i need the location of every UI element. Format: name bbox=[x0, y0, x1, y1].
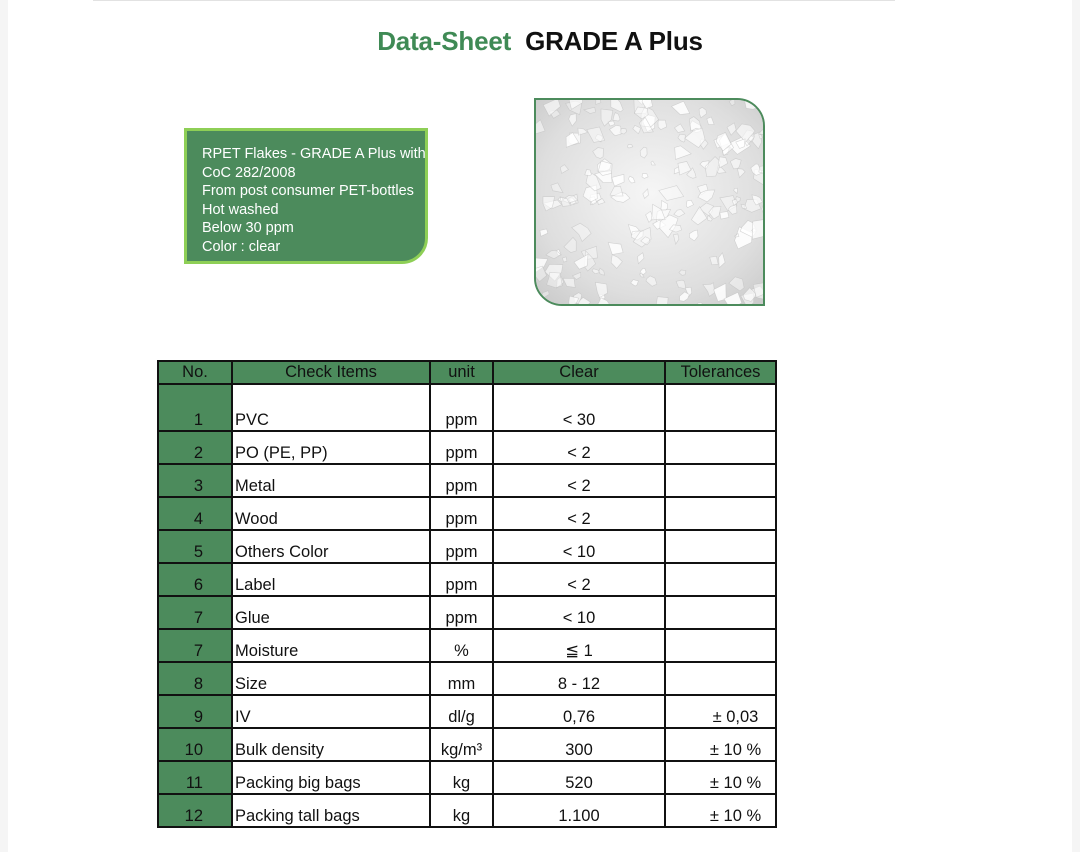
cell-check-item: Others Color bbox=[232, 530, 430, 563]
cell-check-item: PVC bbox=[232, 384, 430, 431]
cell-clear: < 30 bbox=[493, 384, 665, 431]
cell-check-item: Wood bbox=[232, 497, 430, 530]
cell-clear: < 10 bbox=[493, 530, 665, 563]
cell-clear: 300 bbox=[493, 728, 665, 761]
cell-unit: ppm bbox=[430, 563, 493, 596]
cell-clear: 0,76 bbox=[493, 695, 665, 728]
cell-check-item: IV bbox=[232, 695, 430, 728]
cell-tolerance bbox=[665, 464, 776, 497]
cell-clear: 520 bbox=[493, 761, 665, 794]
cell-no: 5 bbox=[158, 530, 232, 563]
cell-check-item: Glue bbox=[232, 596, 430, 629]
header-no: No. bbox=[158, 361, 232, 384]
header-tolerances: Tolerances bbox=[665, 361, 776, 384]
cell-tolerance: ± 10 % bbox=[665, 728, 776, 761]
cell-tolerance: ± 0,03 bbox=[665, 695, 776, 728]
table-row bbox=[158, 761, 776, 794]
info-line: Hot washed bbox=[202, 201, 279, 218]
flake-shape bbox=[563, 257, 567, 262]
cell-tolerance: ± 10 % bbox=[665, 794, 776, 827]
cell-no: 11 bbox=[158, 761, 232, 794]
info-line: Below 30 ppm bbox=[202, 220, 294, 236]
cell-unit: dl/g bbox=[430, 695, 493, 728]
cell-tolerance: ± 10 % bbox=[665, 761, 776, 794]
cell-check-item: PO (PE, PP) bbox=[232, 431, 430, 464]
cell-no: 6 bbox=[158, 563, 232, 596]
cell-tolerance bbox=[665, 384, 776, 431]
flake-shape bbox=[598, 161, 612, 176]
cell-tolerance bbox=[665, 662, 776, 695]
cell-clear: 8 - 12 bbox=[493, 662, 665, 695]
flake-shape bbox=[744, 100, 761, 109]
cell-unit: ppm bbox=[430, 384, 493, 431]
info-line: CoC 282/2008 bbox=[202, 164, 296, 181]
product-info-box bbox=[184, 128, 428, 264]
cell-no: 9 bbox=[158, 695, 232, 728]
header-check-items: Check Items bbox=[232, 361, 430, 384]
table-row bbox=[158, 431, 776, 464]
cell-tolerance bbox=[665, 563, 776, 596]
cell-clear: ≦ 1 bbox=[493, 629, 665, 662]
cell-check-item: Bulk density bbox=[232, 728, 430, 761]
cell-tolerance bbox=[665, 497, 776, 530]
cell-check-item: Moisture bbox=[232, 629, 430, 662]
table-header-row bbox=[158, 361, 776, 384]
cell-unit: mm bbox=[430, 662, 493, 695]
table-row bbox=[158, 794, 776, 827]
cell-no: 1 bbox=[158, 384, 232, 431]
flake-shape bbox=[720, 212, 729, 220]
cell-clear: < 2 bbox=[493, 464, 665, 497]
cell-no: 10 bbox=[158, 728, 232, 761]
cell-unit: kg bbox=[430, 761, 493, 794]
table-row bbox=[158, 497, 776, 530]
info-line: RPET Flakes - GRADE A Plus with bbox=[202, 146, 426, 162]
table-row bbox=[158, 464, 776, 497]
table-row bbox=[158, 596, 776, 629]
cell-clear: < 2 bbox=[493, 497, 665, 530]
cell-check-item: Label bbox=[232, 563, 430, 596]
flake-shape bbox=[752, 220, 765, 240]
cell-no: 4 bbox=[158, 497, 232, 530]
flakes-image bbox=[536, 100, 765, 306]
table-row bbox=[158, 629, 776, 662]
cell-clear: < 2 bbox=[493, 431, 665, 464]
title-data-sheet: Data-Sheet bbox=[377, 26, 512, 56]
cell-tolerance bbox=[665, 629, 776, 662]
pet-flakes-photo bbox=[534, 98, 765, 306]
cell-tolerance bbox=[665, 596, 776, 629]
cell-check-item: Packing big bags bbox=[232, 761, 430, 794]
cell-unit: ppm bbox=[430, 530, 493, 563]
cell-unit: ppm bbox=[430, 596, 493, 629]
flake-shape bbox=[759, 165, 765, 173]
cell-unit: kg bbox=[430, 794, 493, 827]
cell-no: 3 bbox=[158, 464, 232, 497]
cell-unit: ppm bbox=[430, 497, 493, 530]
info-line: From post consumer PET-bottles bbox=[202, 183, 414, 199]
spec-table bbox=[157, 360, 777, 828]
cell-no: 7 bbox=[158, 596, 232, 629]
table-row bbox=[158, 662, 776, 695]
header-clear: Clear bbox=[493, 361, 665, 384]
flake-shape bbox=[656, 297, 668, 306]
cell-no: 12 bbox=[158, 794, 232, 827]
cell-clear: < 2 bbox=[493, 563, 665, 596]
top-divider bbox=[93, 0, 895, 1]
cell-clear: < 10 bbox=[493, 596, 665, 629]
cell-check-item: Packing tall bags bbox=[232, 794, 430, 827]
cell-no: 7 bbox=[158, 629, 232, 662]
table-row bbox=[158, 695, 776, 728]
title-grade: GRADE A Plus bbox=[525, 26, 703, 56]
cell-check-item: Size bbox=[232, 662, 430, 695]
cell-unit: % bbox=[430, 629, 493, 662]
header-unit: unit bbox=[430, 361, 493, 384]
cell-no: 8 bbox=[158, 662, 232, 695]
cell-tolerance bbox=[665, 431, 776, 464]
cell-check-item: Metal bbox=[232, 464, 430, 497]
flake-shape bbox=[759, 100, 765, 111]
info-line: Color : clear bbox=[202, 238, 281, 255]
cell-clear: 1.100 bbox=[493, 794, 665, 827]
table-row bbox=[158, 728, 776, 761]
data-sheet-page bbox=[8, 0, 1072, 852]
table-row bbox=[158, 563, 776, 596]
cell-unit: kg/m³ bbox=[430, 728, 493, 761]
table-row bbox=[158, 530, 776, 563]
cell-unit: ppm bbox=[430, 431, 493, 464]
cell-unit: ppm bbox=[430, 464, 493, 497]
table-row bbox=[158, 384, 776, 431]
page-title bbox=[8, 26, 1072, 57]
cell-no: 2 bbox=[158, 431, 232, 464]
cell-tolerance bbox=[665, 530, 776, 563]
flake-shape bbox=[621, 304, 634, 306]
